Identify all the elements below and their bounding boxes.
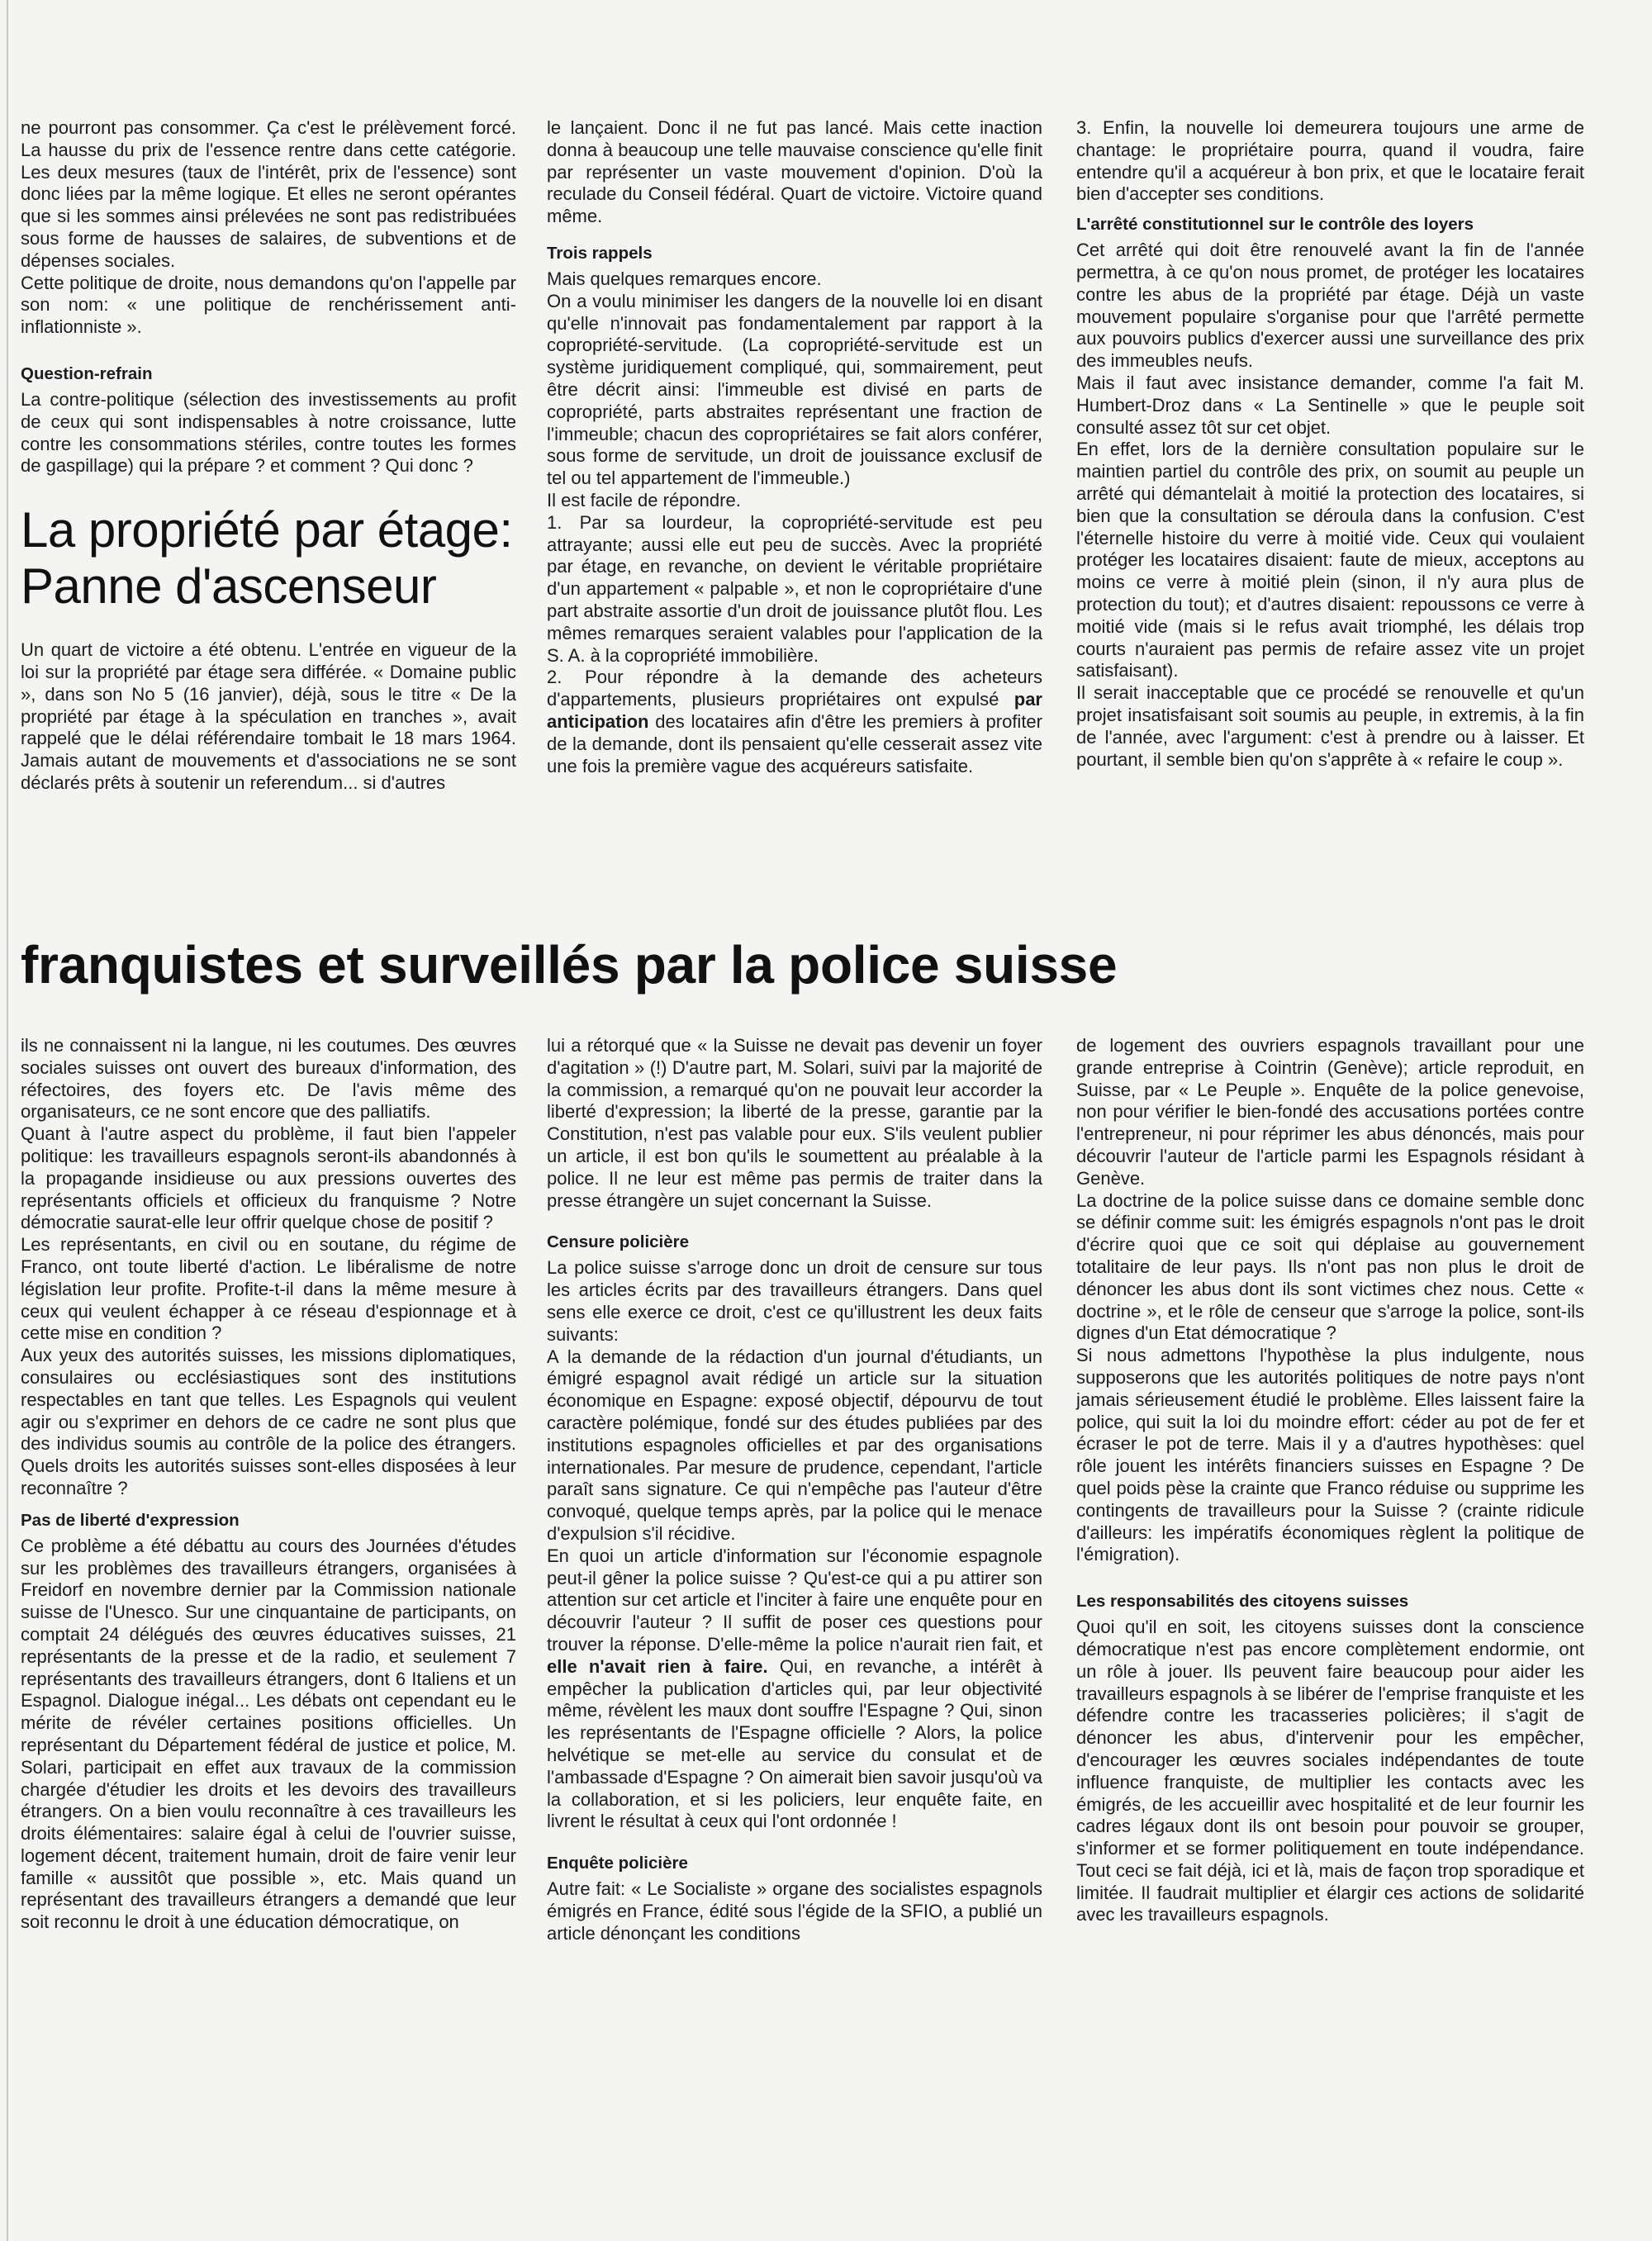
paragraph: Aux yeux des autorités suisses, les missions diplomatiques, consulaires ou ecclésiastiques sont des institutions respectables en tant que telles. Les Espagnols qui veulent agir ou s'exprimer en dehors de ce cadre ne sont plus que des individus soumis au contrôle de la police des étrangers. Quels droits les autorités suisses sont-elles disposées à leur reconnaître ? <box>21 1345 516 1498</box>
bold-text: elle n'avait rien à faire. <box>547 1655 768 1677</box>
paragraph: Quoi qu'il en soit, les citoyens suisses dont la conscience démocratique n'est pas encore complètement endormie, ont un rôle à jouer. Ils peuvent faire beaucoup pour aider les travailleurs espagnols à se libérer de l'emprise franquiste et les défendre contre les tracasseries policières; il s'agit de dénoncer les abus, d'intervenir pour les empêcher, d'encourager les œuvres sociales indépendantes de toute influence franquiste, de multiplier les contacts avec les émigrés, de les accueillir avec hospitalité et de leur fournir les cadres légaux dont ils ont besoin pour pouvoir se grouper, s'informer et se former politiquement en toute indépendance. Tout ceci se fait déjà, ici et là, mais de façon trop sporadique et limitée. Il faudrait multiplier et élargir ces actions de solidarité avec les travailleurs espagnols. <box>1076 1617 1584 1925</box>
text-run: 2. Pour répondre à la demande des acheteurs d'appartements, plusieurs propriétaires ont expulsé <box>547 667 1042 710</box>
bottom-column-1 <box>21 1035 516 1934</box>
paragraph: Mais il faut avec insistance demander, comme l'a fait M. Humbert-Droz dans « La Sentinelle » que le peuple soit consulté assez tôt sur cet objet. <box>1076 372 1584 438</box>
section-headline: franquistes et surveillés par la police suisse <box>21 935 1118 995</box>
article-title <box>21 502 516 615</box>
paragraph: le lançaient. Donc il ne fut pas lancé. Mais cette inaction donna à beaucoup une telle mauvaise conscience qu'elle finit par représenter un vaste mouvement d'opinion. D'où la reculade du Conseil fédéral. Quart de victoire. Victoire quand même. <box>547 117 1042 227</box>
page-margin-rule <box>7 0 8 2241</box>
paragraph: La doctrine de la police suisse dans ce domaine semble donc se définir comme suit: les émigrés espagnols n'ont pas le droit d'écrire quoi que ce soit qui déplaise au gouvernement totalitaire de leur pays. Ils n'ont pas non plus le droit de dénoncer les abus dont ils sont victimes chez nous. Cette « doctrine », et le rôle de censeur que s'arroge la police, sont-ils dignes d'un Etat démocratique ? <box>1076 1189 1584 1344</box>
paragraph: La contre-politique (sélection des investissements au profit de ceux qui sont indispensables à notre croissance, lutte contre les consommations stériles, contre toutes les formes de gaspillage) qui la prépare ? et comment ? Qui donc ? <box>21 388 516 477</box>
subheading-question-refrain: Question-refrain <box>21 363 153 383</box>
paragraph: En effet, lors de la dernière consultation populaire sur le maintien partiel du contrôle des prix, on soumit au peuple un arrêté qui démantelait à moitié la protection des locataires, si bien que la consultation se déroula dans la confusion. C'est l'éternelle histoire du verre à moitié vide. Ceux qui voulaient protéger les locataires disaient: faute de mieux, acceptons au moins ce verre à moitié plein (sinon, il n'y aura plus de protection du tout); et d'autres disaient: repoussons ce verre à moitié vide (mais si le refus avait triomphé, les délais trop courts n'auraient pas permis de refaire assez vite un projet satisfaisant). <box>1076 439 1584 681</box>
paragraph: 3. Enfin, la nouvelle loi demeurera toujours une arme de chantage: le propriétaire pourra, quand il voudra, faire entendre qu'il a acquéreur à bon prix, et que le locataire ferait bien d'accepter ses conditions. <box>1076 117 1584 205</box>
paragraph: Si nous admettons l'hypothèse la plus indulgente, nous supposerons que les autorités politiques de notre pays n'ont jamais sérieusement étudié le problème. Elles laissent faire la police, qui suit la loi du moindre effort: céder au pot de fer et écraser le pot de terre. Mais il y a d'autres hypothèses: quel rôle jouent les intérêts financiers suisses en Espagne ? De quel poids pèse la crainte que Franco réduise ou supprime les contingents de travailleurs pour la Suisse ? (crainte ridicule d'ailleurs: les impératifs économiques règlent la politique de l'émigration). <box>1076 1345 1584 1565</box>
paragraph: On a voulu minimiser les dangers de la nouvelle loi en disant qu'elle n'innovait pas fondamentalement par rapport à la copropriété-servitude. (La copropriété-servitude est un système juridiquement compliqué, qui, sommairement, peut être décrit ainsi: l'immeuble est divisé en parts de copropriété, parts abstraites représentant une fraction de l'immeuble; chacun des copropriétaires se fait alors conférer, sous forme de servitude, un droit de jouissance exclusif de tel ou tel appartement de l'immeuble.) <box>547 290 1042 489</box>
paragraph: de logement des ouvriers espagnols travaillant pour une grande entreprise à Cointrin (Genève); article reproduit, en Suisse, par « Le Peuple ». Enquête de la police genevoise, non pour vérifier le bien-fondé des accusations portées contre l'entrepreneur, ni pour réprimer les abus dénoncés, mais pour découvrir l'auteur de l'article parmi les Espagnols résidant à Genève. <box>1076 1035 1584 1189</box>
paragraph: Il serait inacceptable que ce procédé se renouvelle et qu'un projet insatisfaisant soit soumis au peuple, in extremis, à la fin de l'année, avec l'argument: c'est à prendre ou à laisser. Et pourtant, il semble bien qu'on s'apprête à « refaire le coup ». <box>1076 682 1584 770</box>
subheading-enquete-policiere: Enquête policière <box>547 1854 688 1873</box>
top-column-3 <box>1076 117 1584 771</box>
text-run: des locataires afin d'être les premiers à profiter de la demande, dont ils pensaient qu'elle cesserait assez vite une fois la première vague des acquéreurs satisfaite. <box>547 710 1042 776</box>
article-title-line-1: La propriété par étage: <box>21 502 513 558</box>
bottom-column-2 <box>547 1035 1042 1944</box>
article-title-line-2: Panne d'ascenseur <box>21 558 437 615</box>
paragraph: A la demande de la rédaction d'un journal d'étudiants, un émigré espagnol avait rédigé un article sur la situation économique en Espagne: exposé objectif, dépourvu de tout caractère polémique, fondé sur des études publiées par des institutions espagnoles officielles et par des organisations internationales. Par mesure de prudence, cependant, l'article paraît sans signature. Ce qui n'empêche pas l'auteur d'être convoqué, quelque temps après, par la police qui le menace d'expulsion s'il récidive. <box>547 1346 1042 1544</box>
subheading-responsabilites: Les responsabilités des citoyens suisses <box>1076 1592 1409 1612</box>
paragraph: La police suisse s'arroge donc un droit de censure sur tous les articles écrits par des travailleurs étrangers. Dans quel sens elle exerce ce droit, c'est ce qu'illustrent les deux faits suivants: <box>547 1257 1042 1345</box>
paragraph: Ce problème a été débattu au cours des Journées d'études sur les problèmes des travailleurs étrangers, organisées à Freidorf en novembre dernier par la Commission nationale suisse de l'Unesco. Sur une cinquantaine de participants, on comptait 24 délégués des œuvres éducatives suisses, 21 représentants de la presse et de la radio, et seulement 7 représentants des travailleurs étrangers, dont 6 Italiens et un Espagnol. Dialogue inégal... Les débats ont cependant eu le mérite de révéler certaines positions officielles. Un représentant du Département fédéral de justice et police, M. Solari, participait en effet aux travaux de la commission chargée d'étudier les droits et les devoirs des travailleurs étrangers. On a bien voulu reconnaître à ces travailleurs les droits élémentaires: salaire égal à celui de l'ouvrier suisse, logement décent, traitement humain, droit de faire venir leur famille « aussitôt que possible », etc. Mais quand un représentant des travailleurs étrangers a demandé que leur soit reconnu le droit à une éducation démocratique, on <box>21 1535 516 1933</box>
paragraph: Un quart de victoire a été obtenu. L'entrée en vigueur de la loi sur la propriété par étage sera différée. « Domaine public », dans son No 5 (16 janvier), déjà, sous le titre « De la propriété par étage à la spéculation en tranches », avait rappelé que le délai référendaire tombait le 18 mars 1964. Jamais autant de mouvements et d'associations ne se sont déclarés prêts à soutenir un referendum... si d'autres <box>21 639 516 793</box>
paragraph: ne pourront pas consommer. Ça c'est le prélèvement forcé. La hausse du prix de l'essence rentre dans cette catégorie. Les deux mesures (taux de l'intérêt, prix de l'essence) sont donc liées par la même logique. Et elles ne seront opérantes que si les sommes ainsi prélevées ne sont pas redistribuées sous forme de hausses de salaires, de subventions et de dépenses sociales. <box>21 117 516 271</box>
top-column-2 <box>547 117 1042 777</box>
paragraph: Quant à l'autre aspect du problème, il faut bien l'appeler politique: les travailleurs espagnols seront-ils abandonnés à la propagande insidieuse ou aux pressions ouvertes des représentants officiels et officieux du franquisme ? Notre démocratie saurat-elle leur offrir quelque chose de positif ? <box>21 1123 516 1233</box>
paragraph <box>547 667 1042 777</box>
paragraph: ils ne connaissent ni la langue, ni les coutumes. Des œuvres sociales suisses ont ouvert des bureaux d'information, des réfectoires, des foyers etc. De l'avis même des organisateurs, ce ne sont encore que des palliatifs. <box>21 1035 516 1123</box>
paragraph: lui a rétorqué que « la Suisse ne devait pas devenir un foyer d'agitation » (!) D'autre part, M. Solari, suivi par la majorité de la commission, a remarqué qu'on ne pouvait leur accorder la liberté d'expression; la liberté de la presse, garantie par la Constitution, n'est pas valable pour eux. S'ils veulent publier un article, il est bon qu'ils le soumettent au préalable à la police. Il ne leur est même pas permis de traiter dans la presse étrangère un sujet concernant la Suisse. <box>547 1035 1042 1211</box>
paragraph <box>547 1545 1042 1833</box>
subheading-arrete-constitutionnel: L'arrêté constitutionnel sur le contrôle des loyers <box>1076 215 1474 235</box>
paragraph: 1. Par sa lourdeur, la copropriété-servitude est peu attrayante; aussi elle eut peu de succès. Avec la propriété par étage, en revanche, on devient le véritable propriétaire d'un appartement « palpable », et non le copropriétaire d'une part abstraite assortie d'un droit de jouissance plutôt flou. Les mêmes remarques seraient valables pour l'application de la S. A. à la copropriété immobilière. <box>547 511 1042 666</box>
text-run: Qui, en revanche, a intérêt à empêcher la publication d'articles qui, par leur objectivité même, révèlent les maux dont souffre l'Espagne ? Qui, sinon les représentants de l'Espagne officielle ? Alors, la police helvétique se met-elle au service du consulat et de l'ambassade d'Espagne ? On aimerait bien savoir jusqu'où va la collaboration, et si les policiers, leur enquête faite, en livrent le résultat à ceux qui l'ont ordonnée ! <box>547 1655 1043 1832</box>
top-column-1 <box>21 117 516 795</box>
subheading-censure-policiere: Censure policière <box>547 1232 690 1252</box>
subheading-trois-rappels: Trois rappels <box>547 243 653 263</box>
paragraph: Il est facile de répondre. <box>547 489 741 510</box>
bold-text: par anticipation <box>547 689 1042 732</box>
bottom-column-3 <box>1076 1035 1584 1926</box>
text-run: En quoi un article d'information sur l'économie espagnole peut-il gêner la police suisse ? Qu'est-ce qui a pu attirer son attention sur cet article et l'inciter à faire une enquête pour en découvrir l'auteur ? Il suffit de poser ces questions pour trouver la réponse. D'elle-même la police n'aurait rien fait, et <box>547 1545 1042 1655</box>
paragraph: Les représentants, en civil ou en soutane, du régime de Franco, ont toute liberté d'action. Le libéralisme de notre législation leur profite. Profite-t-il dans la même mesure à ceux qui veulent échapper à ce réseau d'espionnage et à cette mise en condition ? <box>21 1234 516 1344</box>
subheading-pas-de-liberte: Pas de liberté d'expression <box>21 1510 240 1530</box>
paragraph: Cette politique de droite, nous demandons qu'on l'appelle par son nom: « une politique de renchérissement anti-inflationniste ». <box>21 272 516 338</box>
paragraph: Mais quelques remarques encore. <box>547 268 822 289</box>
paragraph: Autre fait: « Le Socialiste » organe des socialistes espagnols émigrés en France, édité sous l'égide de la SFIO, a publié un article dénonçant les conditions <box>547 1878 1042 1944</box>
paragraph: Cet arrêté qui doit être renouvelé avant la fin de l'année permettra, à ce qu'on nous promet, de protéger les locataires contre les abus de la propriété par étage. Déjà un vaste mouvement populaire s'organise pour que l'arrêté permette aux pouvoirs publics d'exercer aussi une surveillance des prix des immeubles neufs. <box>1076 240 1584 372</box>
